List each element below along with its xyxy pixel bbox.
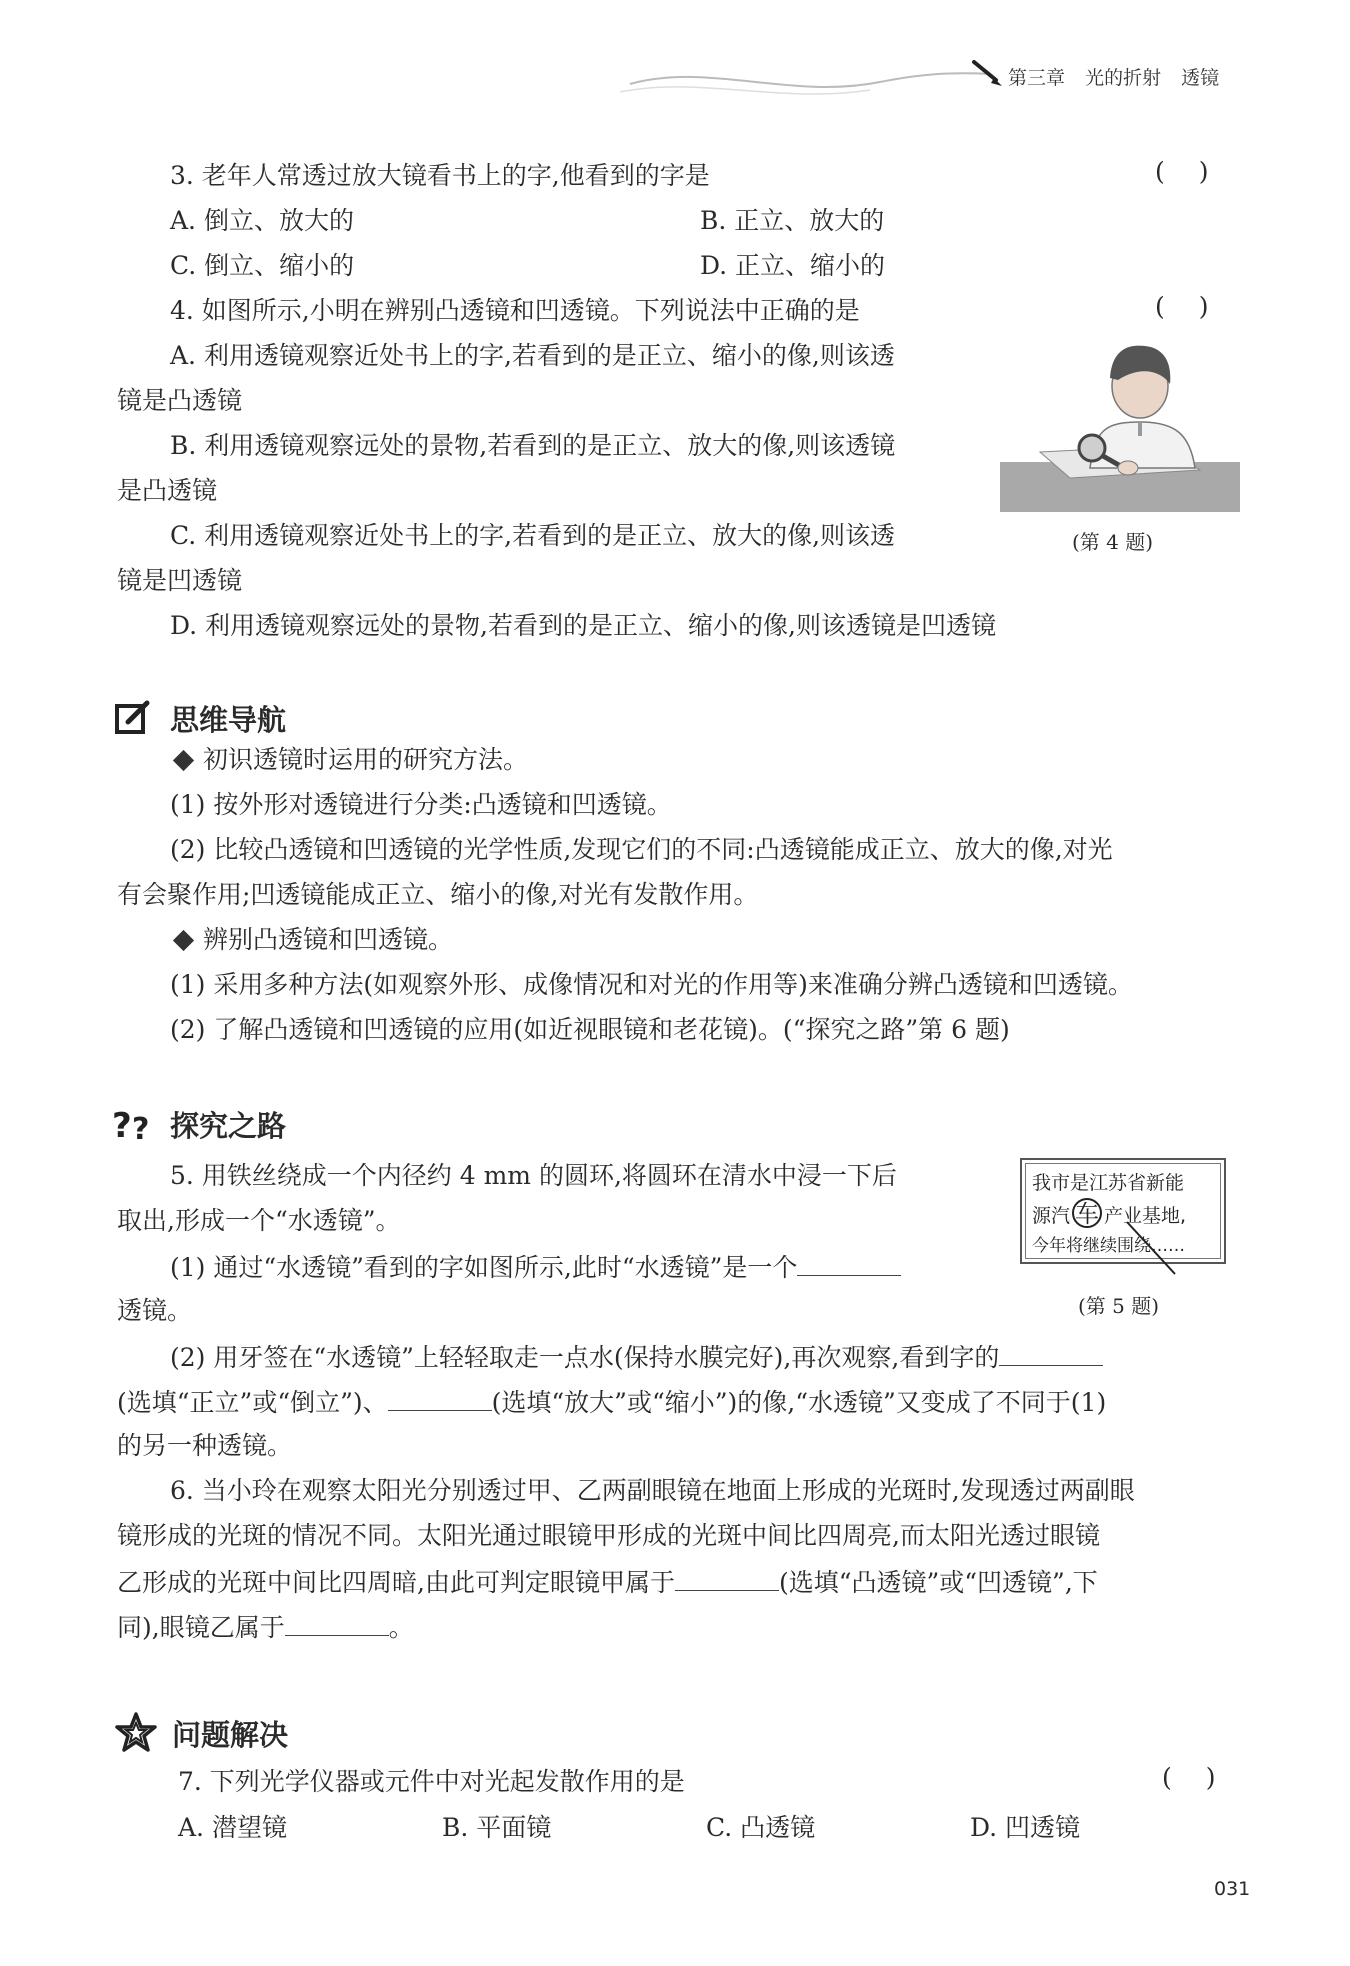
header-chapter: 第三章 — [1008, 67, 1066, 89]
q4-answer-paren: ( ) — [1155, 292, 1209, 321]
sec1-bullet-2 — [172, 923, 453, 957]
q5-line-5 — [170, 1339, 1103, 1375]
diamond-bullet-icon — [173, 930, 194, 951]
q4-option-c-line2: 镜是凹透镜 — [117, 566, 243, 595]
sec1-line-4: (2) 了解凸透镜和凹透镜的应用(如近视眼镜和老花镜)。(“探究之路”第 6 题) — [170, 1015, 1010, 1044]
q5-blank-2[interactable] — [999, 1339, 1103, 1366]
diamond-bullet-icon — [173, 750, 194, 771]
q5-water-lens-char: 车 — [1072, 1198, 1102, 1228]
q6-blank-1[interactable] — [675, 1564, 779, 1591]
q5-wire-handle — [1115, 1212, 1185, 1282]
page-number: 031 — [1214, 1878, 1251, 1900]
q5-line-7: 的另一种透镜。 — [117, 1431, 293, 1460]
header-topic: 透镜 — [1181, 67, 1220, 89]
q4-figure-boy-with-lens — [1000, 330, 1240, 512]
sec1-line-2a: (2) 比较凸透镜和凹透镜的光学性质,发现它们的不同:凸透镜能成正立、放大的像,对光 — [170, 835, 1113, 864]
q5-line-1: 5. 用铁丝绕成一个内径约 4 mm 的圆环,将圆环在清水中浸一下后 — [170, 1161, 897, 1190]
q5-figure-line-1: 我市是江苏省新能 — [1032, 1172, 1185, 1194]
pencil-icon — [972, 58, 1004, 88]
q5-line-3 — [170, 1249, 901, 1285]
q4-figure-caption: (第 4 题) — [1072, 530, 1154, 554]
q5-line-2: 取出,形成一个“水透镜”。 — [117, 1206, 401, 1235]
q7-option-d[interactable]: D. 凹透镜 — [970, 1813, 1081, 1842]
q7-answer-paren: ( ) — [1162, 1763, 1216, 1792]
q6-blank-2[interactable] — [285, 1609, 389, 1636]
q4-option-b-line1[interactable]: B. 利用透镜观察远处的景物,若看到的是正立、放大的像,则该透镜 — [170, 431, 896, 460]
q6-line-3-text-a: 乙形成的光斑中间比四周暗,由此可判定眼镜甲属于 — [117, 1568, 675, 1597]
q6-line-3 — [117, 1564, 1098, 1600]
running-header — [1008, 63, 1219, 90]
sec1-bullet-1 — [172, 743, 528, 777]
q3-answer-paren: ( ) — [1155, 157, 1209, 186]
svg-text:?: ? — [132, 1112, 150, 1143]
sec1-line-2b: 有会聚作用;凹透镜能成正立、缩小的像,对光有发散作用。 — [117, 880, 759, 909]
q5-line-3-text: (1) 通过“水透镜”看到的字如图所示,此时“水透镜”是一个 — [170, 1253, 798, 1282]
q6-line-1: 6. 当小玲在观察太阳光分别透过甲、乙两副眼镜在地面上形成的光斑时,发现透过两副眼 — [170, 1476, 1135, 1505]
q4-option-a-line1[interactable]: A. 利用透镜观察近处书上的字,若看到的是正立、缩小的像,则该透 — [170, 341, 895, 370]
q5-line-6-text-b: (选填“放大”或“缩小”)的像,“水透镜”又变成了不同于(1) — [491, 1388, 1107, 1417]
q5-line-6 — [117, 1384, 1106, 1420]
sec1-bullet-2-text: 辨别凸透镜和凹透镜。 — [203, 925, 454, 954]
section-title-solve: 问题解决 — [172, 1718, 289, 1752]
header-section: 光的折射 — [1085, 67, 1162, 89]
q4-option-c-line1[interactable]: C. 利用透镜观察近处书上的字,若看到的是正立、放大的像,则该透 — [170, 521, 896, 550]
q5-figure-caption: (第 5 题) — [1078, 1294, 1160, 1318]
q5-blank-1[interactable] — [797, 1249, 901, 1276]
sec1-line-3: (1) 采用多种方法(如观察外形、成像情况和对光的作用等)来准确分辨凸透镜和凹透镜。 — [170, 970, 1133, 999]
q3-option-b[interactable]: B. 正立、放大的 — [700, 206, 885, 235]
q5-figure-line-3: 今年将继续围绕…… — [1032, 1236, 1185, 1256]
note-pencil-icon — [114, 700, 150, 734]
q5-figure-line-2b: 产业基地, — [1104, 1205, 1187, 1227]
question-marks-icon — [112, 1105, 162, 1143]
q7-option-a[interactable]: A. 潜望镜 — [178, 1813, 287, 1842]
q6-line-3-text-b: (选填“凸透镜”或“凹透镜”,下 — [778, 1568, 1098, 1597]
q6-line-4-text-a: 同),眼镜乙属于 — [117, 1613, 285, 1642]
q3-stem: 3. 老年人常透过放大镜看书上的字,他看到的字是 — [170, 161, 710, 190]
header-swoosh — [620, 52, 1000, 102]
q5-blank-3[interactable] — [388, 1384, 492, 1411]
sec1-bullet-1-text: 初识透镜时运用的研究方法。 — [203, 745, 529, 774]
q7-option-b[interactable]: B. 平面镜 — [442, 1813, 552, 1842]
q3-option-a[interactable]: A. 倒立、放大的 — [170, 206, 354, 235]
sec1-line-1: (1) 按外形对透镜进行分类:凸透镜和凹透镜。 — [170, 790, 672, 819]
q7-option-c[interactable]: C. 凸透镜 — [706, 1813, 816, 1842]
q6-line-2: 镜形成的光斑的情况不同。太阳光通过眼镜甲形成的光斑中间比四周亮,而太阳光透过眼镜 — [117, 1521, 1100, 1550]
svg-text:?: ? — [112, 1106, 132, 1143]
q4-option-d[interactable]: D. 利用透镜观察远处的景物,若看到的是正立、缩小的像,则该透镜是凹透镜 — [170, 611, 996, 640]
q4-option-a-line2: 镜是凸透镜 — [117, 386, 243, 415]
q3-option-c[interactable]: C. 倒立、缩小的 — [170, 251, 355, 280]
q6-line-4 — [117, 1609, 414, 1645]
section-title-explore: 探究之路 — [170, 1109, 287, 1143]
q6-line-4-text-b: 。 — [388, 1613, 414, 1642]
star-icon — [115, 1712, 157, 1752]
q7-stem: 7. 下列光学仪器或元件中对光起发散作用的是 — [178, 1767, 685, 1796]
q5-line-5-text: (2) 用牙签在“水透镜”上轻轻取走一点水(保持水膜完好),再次观察,看到字的 — [170, 1343, 1000, 1372]
q4-stem: 4. 如图所示,小明在辨别凸透镜和凹透镜。下列说法中正确的是 — [170, 296, 860, 325]
q5-line-6-text-a: (选填“正立”或“倒立”)、 — [117, 1388, 388, 1417]
q4-option-b-line2: 是凸透镜 — [117, 476, 218, 505]
section-title-thinking: 思维导航 — [170, 703, 287, 737]
q3-option-d[interactable]: D. 正立、缩小的 — [700, 251, 886, 280]
q5-figure-line-2a: 源汽 — [1032, 1205, 1071, 1227]
q5-line-4: 透镜。 — [117, 1296, 193, 1325]
